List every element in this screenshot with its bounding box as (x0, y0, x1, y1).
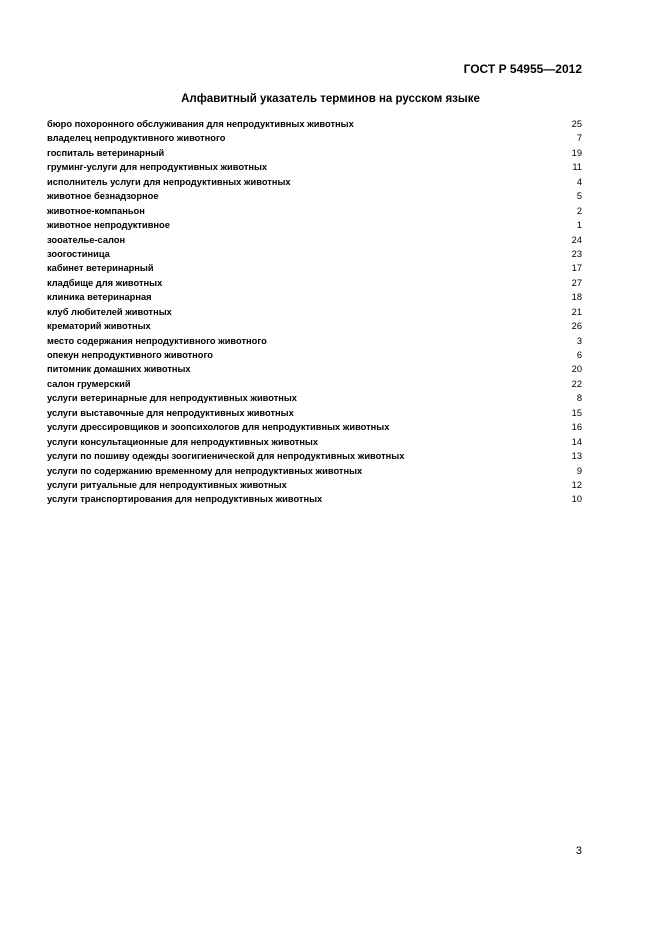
term-label: животное непродуктивное (47, 220, 170, 231)
term-label: услуги по пошиву одежды зоогигиенической для непродуктивных животных (47, 451, 405, 462)
term-reference-number: 4 (576, 176, 582, 187)
term-row (47, 464, 582, 478)
term-reference-number: 18 (571, 292, 582, 303)
index-title: Алфавитный указатель терминов на русском языке (181, 93, 480, 105)
term-row (47, 362, 582, 376)
term-label: крематорий животных (47, 321, 151, 332)
term-reference-number: 17 (571, 263, 582, 274)
term-row (47, 348, 582, 362)
terms-index-list (47, 117, 582, 507)
term-row (47, 204, 582, 218)
page-number: 3 (575, 845, 582, 857)
term-reference-number: 24 (571, 234, 582, 245)
term-label: услуги дрессировщиков и зоопсихологов для непродуктивных животных (47, 422, 390, 433)
term-label: зоогостиница (47, 248, 110, 259)
term-reference-number: 22 (571, 378, 582, 389)
term-label: клиника ветеринарная (47, 292, 152, 303)
term-label: владелец непродуктивного животного (47, 133, 226, 144)
term-row (47, 478, 582, 492)
term-row (47, 160, 582, 174)
term-row (47, 449, 582, 463)
term-label: зооателье-салон (47, 234, 126, 245)
term-reference-number: 11 (572, 162, 582, 173)
term-label: кабинет ветеринарный (47, 263, 154, 274)
term-label: услуги ветеринарные для непродуктивных животных (47, 393, 297, 404)
term-row (47, 218, 582, 232)
term-row (47, 391, 582, 405)
document-standard-id: ГОСТ Р 54955—2012 (463, 62, 582, 76)
term-row (47, 146, 582, 160)
term-reference-number: 21 (571, 306, 582, 317)
term-label: опекун непродуктивного животного (47, 350, 213, 360)
term-reference-number: 2 (576, 205, 582, 216)
term-row (47, 276, 582, 290)
term-reference-number: 8 (576, 393, 582, 404)
term-reference-number: 12 (571, 479, 582, 490)
term-label: питомник домашних животных (47, 364, 191, 375)
term-reference-number: 15 (571, 407, 582, 418)
term-label: кладбище для животных (47, 277, 163, 288)
term-row (47, 117, 582, 131)
term-row (47, 406, 582, 420)
term-reference-number: 27 (571, 277, 582, 288)
term-label: услуги выставочные для непродуктивных животных (47, 407, 294, 418)
term-row (47, 334, 582, 348)
term-label: услуги по содержанию временному для непродуктивных животных (47, 465, 363, 476)
term-row (47, 189, 582, 203)
term-reference-number: 13 (571, 451, 582, 462)
term-row (47, 247, 582, 261)
term-label: место содержания непродуктивного животного (47, 335, 267, 346)
term-label: исполнитель услуги для непродуктивных животных (47, 176, 291, 187)
term-row (47, 131, 582, 145)
term-reference-number: 10 (571, 494, 582, 505)
term-label: груминг-услуги для непродуктивных животных (47, 162, 268, 173)
term-reference-number: 19 (571, 147, 582, 158)
term-reference-number: 25 (571, 119, 582, 129)
term-row (47, 492, 582, 506)
term-label: животное безнадзорное (47, 191, 159, 202)
term-row (47, 435, 582, 449)
term-reference-number: 23 (571, 248, 582, 259)
term-reference-number: 14 (571, 436, 582, 447)
term-label: услуги ритуальные для непродуктивных животных (47, 479, 287, 490)
term-reference-number: 1 (576, 220, 582, 231)
term-row (47, 175, 582, 189)
term-reference-number: 5 (576, 191, 582, 202)
term-row (47, 420, 582, 434)
term-row (47, 305, 582, 319)
term-reference-number: 16 (571, 422, 582, 433)
term-row (47, 261, 582, 275)
term-label: услуги транспортирования для непродуктивных животных (47, 494, 323, 505)
term-reference-number: 7 (576, 133, 582, 144)
term-row (47, 233, 582, 247)
term-reference-number: 6 (576, 350, 582, 360)
term-reference-number: 20 (571, 364, 582, 375)
term-label: госпиталь ветеринарный (47, 147, 165, 158)
term-row (47, 377, 582, 391)
term-label: животное-компаньон (47, 205, 145, 216)
term-label: салон грумерский (47, 378, 131, 389)
term-label: клуб любителей животных (47, 306, 172, 317)
term-row (47, 290, 582, 304)
term-label: бюро похоронного обслуживания для непродуктивных животных (47, 119, 354, 129)
term-row (47, 319, 582, 333)
term-reference-number: 26 (571, 321, 582, 332)
term-reference-number: 3 (576, 335, 582, 346)
term-reference-number: 9 (576, 465, 582, 476)
term-label: услуги консультационные для непродуктивных животных (47, 436, 319, 447)
